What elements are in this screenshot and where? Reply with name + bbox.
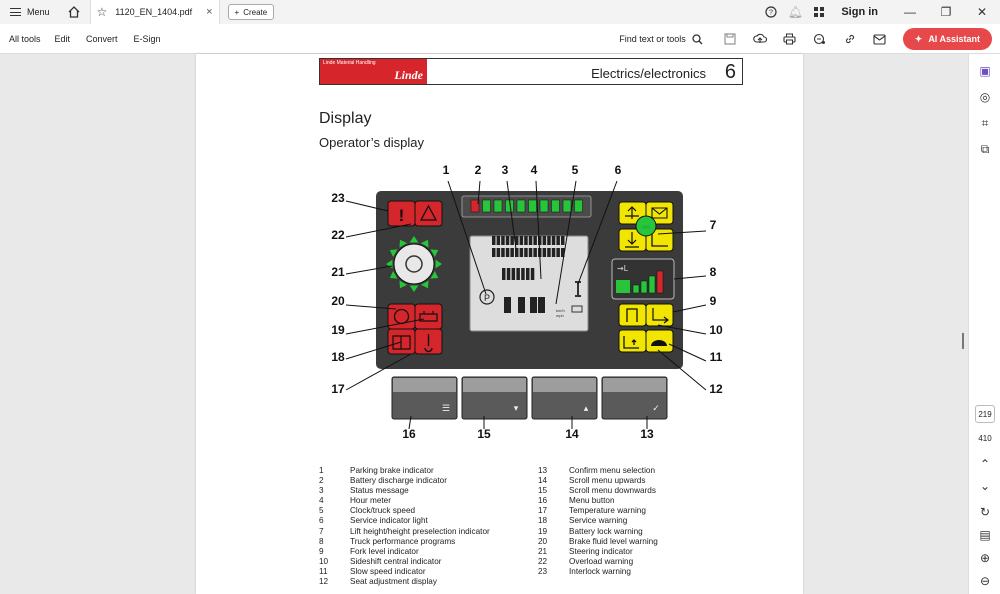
callout-number: 17: [331, 382, 345, 396]
bell-icon[interactable]: 🔔︎: [787, 5, 803, 19]
performance-bar: [641, 281, 647, 293]
svg-text:?: ?: [769, 9, 774, 17]
legend-number: 7: [319, 526, 324, 536]
legend-number: 6: [319, 516, 324, 526]
legend-text: Temperature warning: [569, 506, 646, 516]
tool-edit[interactable]: Edit: [54, 33, 71, 44]
rotate-icon[interactable]: ↻: [979, 505, 991, 519]
status-segment: [533, 248, 537, 257]
legend-item: [319, 537, 490, 547]
legend-item: [319, 466, 490, 476]
close-icon[interactable]: ×: [206, 6, 213, 18]
menu-button-highlight: [393, 378, 456, 392]
status-segment: [552, 248, 556, 257]
legend-text: Lift height/height preselection indicator: [350, 526, 490, 536]
status-segment: [492, 236, 496, 245]
find-tool[interactable]: [619, 34, 703, 45]
search-icon: [692, 34, 703, 45]
home-icon[interactable]: [66, 4, 82, 20]
callout-number: 9: [709, 294, 717, 308]
window-close-icon[interactable]: ✕: [976, 5, 988, 19]
legend-text: Battery discharge indicator: [350, 476, 447, 486]
scroll-up-button-highlight: [533, 378, 596, 392]
status-segment: [501, 236, 505, 245]
battery-lock-warning-button: [415, 304, 442, 329]
link-icon[interactable]: [835, 24, 865, 54]
right-tool-panel: [968, 54, 1000, 594]
legend-text: Scroll menu upwards: [569, 476, 646, 486]
callout-number: 23: [331, 191, 345, 205]
status-segment: [547, 248, 551, 257]
status-segment: [561, 236, 565, 245]
legend-text: Service indicator light: [350, 516, 428, 526]
callout-number: 22: [331, 228, 345, 242]
callout-number: 11: [709, 350, 723, 364]
program-badge: [616, 280, 630, 293]
legend-number: 8: [319, 536, 324, 546]
legend-item: [538, 466, 658, 476]
tool-all-tools[interactable]: All tools: [9, 33, 41, 44]
titlebar-right: [759, 0, 1000, 24]
legend-item: [319, 486, 490, 496]
status-segment: [547, 236, 551, 245]
menu-button: [392, 377, 457, 419]
status-segment: [524, 236, 528, 245]
legend-text: Scroll menu downwards: [569, 486, 656, 496]
legend-item: [319, 557, 490, 567]
legend-item: [319, 476, 490, 486]
brand-name: Linde: [394, 68, 423, 82]
legend-text: Hour meter: [350, 496, 391, 506]
menu-button[interactable]: [0, 0, 60, 24]
legend-item: [538, 547, 658, 557]
legend-item: [538, 476, 658, 486]
find-label: Find text or tools: [619, 34, 686, 44]
legend-text: Seat adjustment display: [350, 577, 437, 587]
performance-bar: [657, 271, 663, 293]
status-segment: [556, 248, 560, 257]
bookmark-icon[interactable]: ⌗: [981, 115, 989, 130]
scroll-down-button-highlight: [463, 378, 526, 392]
legend-item: [319, 577, 490, 587]
callout-number: 21: [331, 265, 345, 279]
callout-number: 10: [709, 323, 723, 337]
legend-item: [538, 516, 658, 526]
status-segment: [529, 236, 533, 245]
legend-number: 20: [538, 536, 548, 546]
status-segment: [524, 248, 528, 257]
confirm-button-highlight: [603, 378, 666, 392]
legend-number: 22: [538, 556, 548, 566]
parking-brake-letter: P: [483, 293, 491, 303]
page-header: [319, 58, 743, 85]
height-preselection-label: ooo: [641, 224, 651, 231]
page-total: 410: [978, 434, 992, 443]
menu-buttons: [392, 377, 667, 419]
legend-item: [538, 557, 658, 567]
legend-item: [319, 527, 490, 537]
status-segment: [506, 248, 510, 257]
help-icon[interactable]: [761, 0, 781, 24]
tool-esign[interactable]: E-Sign: [133, 33, 161, 44]
battery-led: [529, 200, 537, 212]
callout-number: 18: [331, 350, 345, 364]
speed-unit-mph: mph: [556, 313, 564, 318]
scroll-up-button: [532, 377, 597, 419]
legend-text: Battery lock warning: [569, 526, 643, 536]
legend-number: 18: [538, 516, 548, 526]
ai-assistant-button[interactable]: [903, 28, 992, 50]
legend-number: 10: [319, 556, 329, 566]
comment-icon[interactable]: ◎: [979, 90, 991, 104]
scroll-down-button: [462, 377, 527, 419]
legend-number: 14: [538, 476, 548, 486]
mail-icon[interactable]: [865, 24, 895, 54]
legend-item: [538, 496, 658, 506]
callout-number: 12: [709, 382, 723, 396]
status-segment: [543, 248, 547, 257]
legend-text: Brake fluid level warning: [569, 536, 658, 546]
status-segment: [543, 236, 547, 245]
legend-number: 23: [538, 566, 548, 576]
clock-digit: [518, 297, 525, 313]
legend-number: 11: [319, 566, 328, 576]
menu-label: Menu: [27, 7, 50, 17]
clock-digit: [538, 297, 545, 313]
legend-number: 17: [538, 506, 548, 516]
callout-number: 5: [571, 163, 579, 177]
legend-item: [538, 537, 658, 547]
callout-number: 6: [614, 163, 622, 177]
legend-number: 19: [538, 526, 548, 536]
legend-text: Parking brake indicator: [350, 466, 434, 475]
legend-left: [319, 466, 490, 587]
legend-number: 13: [538, 466, 548, 475]
legend-number: 12: [319, 577, 329, 587]
print-icon[interactable]: [775, 24, 805, 54]
battery-led: [517, 200, 525, 212]
sign-in-button[interactable]: Sign in: [841, 6, 878, 18]
toolbar-right: [619, 24, 992, 54]
document-tab[interactable]: [90, 0, 220, 24]
legend-text: Menu button: [569, 496, 615, 506]
battery-led: [494, 200, 502, 212]
menu-button-icon: ☰: [441, 403, 451, 413]
status-segment: [552, 236, 556, 245]
battery-led: [563, 200, 571, 212]
legend-text: Clock/truck speed: [350, 506, 416, 516]
callout-number: 19: [331, 323, 345, 337]
status-segment: [501, 248, 505, 257]
create-button[interactable]: [228, 4, 275, 20]
menu-icon: [10, 8, 21, 16]
status-segment: [506, 236, 510, 245]
legend-number: 15: [538, 486, 548, 496]
hour-meter-segment: [516, 268, 520, 280]
scroll-up-button-icon: ▴: [583, 403, 589, 413]
section-subtitle: Operator’s display: [319, 135, 425, 150]
battery-led: [540, 200, 548, 212]
legend-item: [319, 547, 490, 557]
section-title: Display: [319, 110, 372, 127]
toolbar: [0, 24, 1000, 54]
minimize-icon[interactable]: —: [904, 5, 916, 19]
status-segment: [515, 248, 519, 257]
callout-number: 20: [331, 294, 345, 308]
steering-indicator: [394, 244, 434, 284]
header-chapter: 6: [724, 61, 736, 83]
performance-bar: [633, 285, 639, 293]
brand-small: Linde Material Handling: [323, 60, 376, 66]
callout-number: 2: [474, 163, 482, 177]
legend-text: Confirm menu selection: [569, 466, 656, 475]
star-icon[interactable]: ☆: [96, 5, 108, 19]
hour-meter-segment: [502, 268, 506, 280]
fork-level-button: [619, 304, 646, 326]
legend-item: [319, 567, 490, 577]
callout-number: 7: [709, 218, 717, 232]
legend-item: [319, 496, 490, 506]
legend-item: [538, 527, 658, 537]
legend-number: 1: [319, 466, 324, 475]
operator-display-diagram: [196, 154, 803, 454]
status-segment: [510, 248, 514, 257]
hour-meter-segment: [512, 268, 515, 280]
legend-number: 4: [319, 496, 324, 506]
legend-right: [538, 466, 658, 577]
legend-number: 21: [538, 546, 548, 556]
callout-number: 16: [402, 427, 416, 441]
plus-icon: +: [234, 7, 240, 17]
legend-number: 3: [319, 486, 324, 496]
hour-meter-segment: [531, 268, 535, 280]
hour-meter-segment: [526, 268, 530, 280]
brand-logo: [320, 59, 427, 84]
legend-item: [319, 506, 490, 516]
legend-text: Service warning: [569, 516, 628, 526]
hour-meter-segment: [521, 268, 525, 280]
callout-number: 13: [640, 427, 654, 441]
interlock-icon: !: [398, 206, 405, 225]
legend-text: Interlock warning: [569, 566, 631, 576]
title-bar: [0, 0, 1000, 24]
upload-icon[interactable]: [745, 24, 775, 54]
legend-text: Steering indicator: [569, 546, 633, 556]
legend-number: 9: [319, 546, 324, 556]
ai-icon: ✦: [914, 33, 923, 44]
status-segment: [520, 248, 524, 257]
callout-number: 14: [565, 427, 579, 441]
scroll-down-button-icon: ▾: [513, 403, 519, 413]
legend-text: Status message: [350, 486, 409, 496]
legend-text: Slow speed indicator: [350, 566, 426, 576]
callout-number: 1: [442, 163, 450, 177]
legend-item: [538, 486, 658, 496]
document-page: [196, 54, 803, 594]
battery-led: [575, 200, 583, 212]
legend-text: Sideshift central indicator: [350, 556, 442, 566]
callout-number: 8: [709, 265, 717, 279]
performance-bar: [649, 276, 655, 293]
tool-convert[interactable]: Convert: [86, 33, 118, 44]
chevron-up-icon[interactable]: ⌃: [979, 457, 991, 471]
legend-number: 2: [319, 476, 324, 486]
performance-icon: ⇝L: [617, 264, 629, 273]
legend-text: Truck performance programs: [350, 536, 456, 546]
chevron-down-icon[interactable]: ⌄: [979, 479, 991, 493]
zoom-out-icon[interactable]: ⊖: [979, 574, 991, 588]
legend-text: Fork level indicator: [350, 546, 419, 556]
legend-text: Overload warning: [569, 556, 634, 566]
restore-icon[interactable]: ❐: [940, 5, 952, 19]
header-title: Electrics/electronics: [591, 66, 706, 81]
status-segment: [556, 236, 560, 245]
legend-number: 5: [319, 506, 324, 516]
legend-number: 16: [538, 496, 548, 506]
status-segment: [510, 236, 514, 245]
battery-led: [552, 200, 560, 212]
callout-number: 4: [530, 163, 538, 177]
page-number-field[interactable]: 219: [975, 405, 995, 423]
status-segment: [497, 248, 501, 257]
callout-number: 3: [501, 163, 509, 177]
status-segment: [520, 236, 524, 245]
battery-led: [483, 200, 491, 212]
status-segment: [529, 248, 533, 257]
status-segment: [497, 236, 501, 245]
save-icon[interactable]: [715, 24, 745, 54]
confirm-button-icon: ✓: [652, 403, 660, 413]
page-fit-icon[interactable]: ▤: [979, 528, 991, 542]
status-segment: [492, 248, 496, 257]
create-label: Create: [243, 7, 268, 17]
scrollbar-thumb[interactable]: [962, 333, 964, 349]
sideshift-button: [646, 304, 673, 326]
speed-unit-kmh: km/h: [556, 308, 565, 313]
tab-title: 1120_EN_1404.pdf: [115, 7, 193, 17]
zoom-in-icon[interactable]: ⊕: [979, 551, 991, 565]
callout-number: 15: [477, 427, 491, 441]
legend-item: [538, 506, 658, 516]
clock-digit: [504, 297, 511, 313]
hour-meter-segment: [507, 268, 511, 280]
apps-icon[interactable]: [809, 0, 829, 24]
pages-icon[interactable]: ⧉: [980, 141, 990, 156]
status-segment: [533, 236, 537, 245]
ai-panel-icon[interactable]: ▣: [979, 64, 991, 78]
clock-digit: [530, 297, 537, 313]
legend-item: [538, 567, 658, 577]
confirm-button: [602, 377, 667, 419]
legend-item: [319, 516, 490, 526]
share-icon[interactable]: [805, 24, 835, 54]
ai-label: AI Assistant: [928, 34, 980, 44]
